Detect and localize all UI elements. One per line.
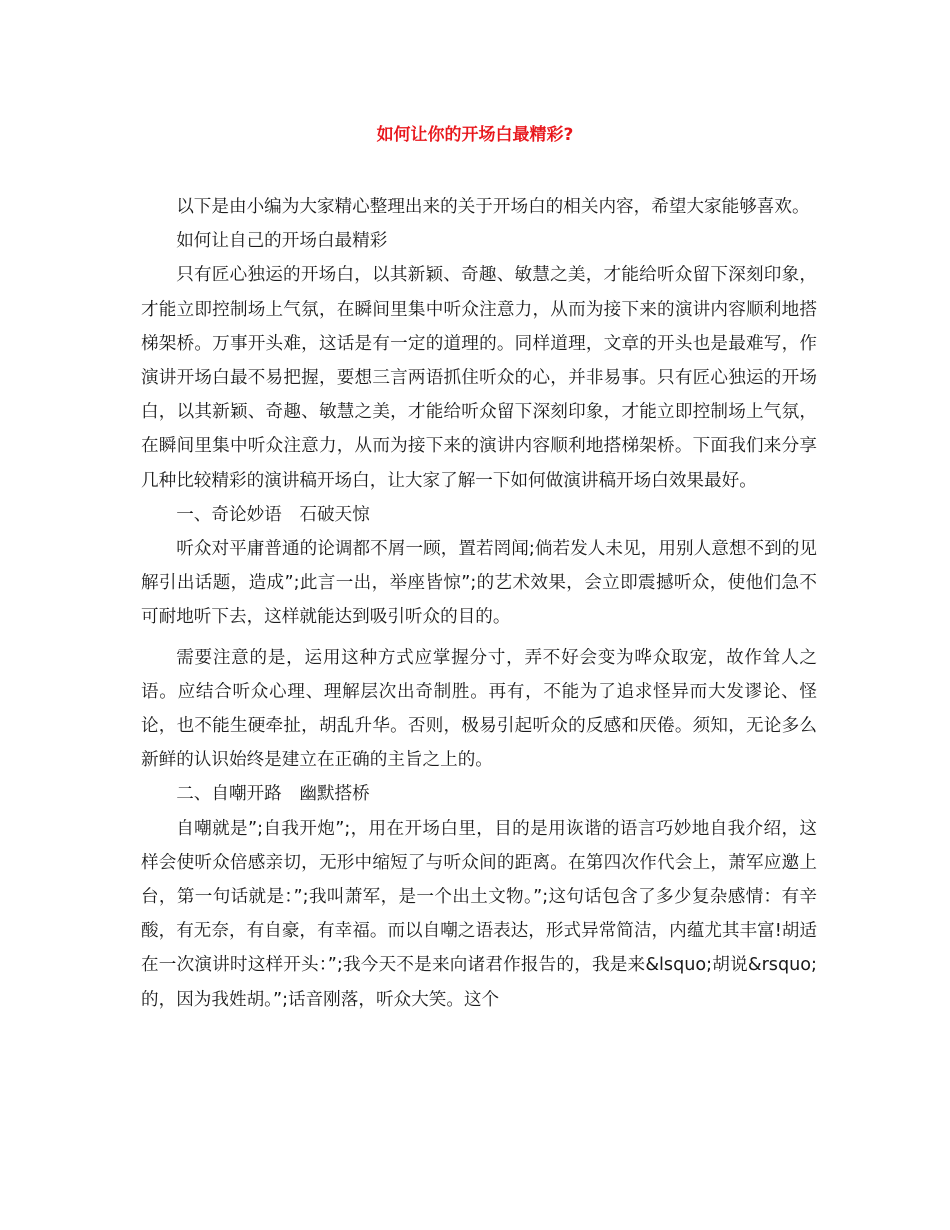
section-heading-2: 二、自嘲开路 幽默搭桥 xyxy=(176,784,370,805)
intro-paragraph: 以下是由小编为大家精心整理出来的关于开场白的相关内容，希望大家能够喜欢。 xyxy=(176,197,810,217)
body-paragraph: 自嘲就是”;自我开炮”;，用在开场白里，目的是用诙谐的语言巧妙地自我介绍，这样会使听众倍感亲切，无形中缩短了与听众间的距离。在第四次作代会上，萧军应邀上台，第一句话就是：”;我叫萧军，是一个出土文物。”;这句话包含了多少复杂感情：有辛酸，有无奈，有自豪，有幸福。而以自嘲之语表达，形式异常简洁，内蕴尤其丰富!胡适在一次演讲时这样开头：”;我今天不是来向诸君作报告的，我是来&lsquo;胡说&rsquo;的，因为我姓胡。”;话音刚落，听众大笑。这个 xyxy=(141,818,817,1010)
body-paragraph: 只有匠心独运的开场白，以其新颖、奇趣、敏慧之美，才能给听众留下深刻印象，才能立即控制场上气氛，在瞬间里集中听众注意力，从而为接下来的演讲内容顺利地搭梯架桥。万事开头难，这话是有一定的道理的。同样道理，文章的开头也是最难写，作演讲开场白最不易把握，要想三言两语抓住听众的心，并非易事。只有匠心独运的开场白，以其新颖、奇趣、敏慧之美，才能给听众留下深刻印象，才能立即控制场上气氛，在瞬间里集中听众注意力，从而为接下来的演讲内容顺利地搭梯架桥。下面我们来分享几种比较精彩的演讲稿开场白，让大家了解一下如何做演讲稿开场白效果最好。 xyxy=(141,265,817,491)
body-paragraph: 需要注意的是，运用这种方式应掌握分寸，弄不好会变为哗众取宠，故作耸人之语。应结合听众心理、理解层次出奇制胜。再有，不能为了追求怪异而大发谬论、怪论，也不能生硬牵扯，胡乱升华。否则，极易引起听众的反感和厌倦。须知，无论多么新鲜的认识始终是建立在正确的主旨之上的。 xyxy=(141,647,817,771)
body-paragraph: 听众对平庸普通的论调都不屑一顾，置若罔闻;倘若发人未见，用别人意想不到的见解引出话题，造成”;此言一出，举座皆惊”;的艺术效果，会立即震撼听众，使他们急不可耐地听下去，这样就能达到吸引听众的目的。 xyxy=(141,539,817,628)
section-heading-main: 如何让自己的开场白最精彩 xyxy=(176,231,388,252)
document-title: 如何让你的开场白最精彩? xyxy=(376,125,574,145)
section-heading-1: 一、奇论妙语 石破天惊 xyxy=(176,504,370,525)
document-body xyxy=(141,190,817,1017)
